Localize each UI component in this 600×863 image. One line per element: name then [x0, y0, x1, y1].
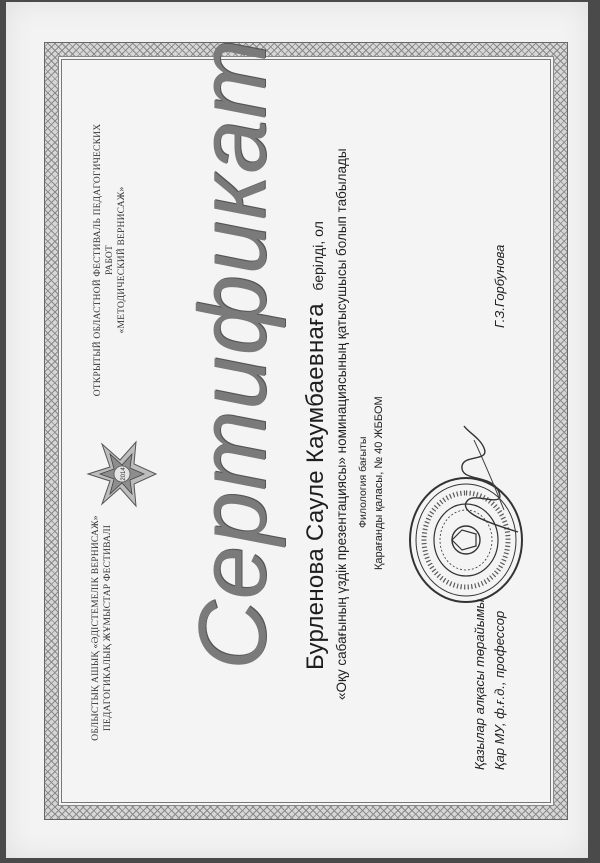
jury-title-line2: Қар МУ, ф.ғ.д., профессор — [492, 610, 507, 770]
school-line: Қарағанды қаласы, № 40 ЖББОМ — [373, 396, 385, 570]
direction-line: Филология бағыты — [357, 436, 369, 528]
organizer-ru-line2: «МЕТОДИЧЕСКИЙ ВЕРНИСАЖ» — [117, 186, 127, 334]
jury-title-line1: Қазылар алқасы төрайымы — [472, 599, 487, 770]
nomination-line: «Оқу сабағының үздік презентациясы» номинациясының қатысушысы болып табылады — [334, 148, 349, 700]
organizer-ru — [92, 110, 128, 410]
star-emblem-icon — [86, 428, 158, 520]
certificate-content — [66, 38, 534, 790]
organizer-kz-line2: ПЕДАГОГИКАЛЫҚ ЖҰМЫСТАР ФЕСТИВАЛІ — [103, 524, 113, 732]
certificate-title: Сертификат — [179, 38, 286, 670]
recipient-row — [302, 221, 330, 670]
emblem-year: 2014 — [121, 467, 127, 481]
handwritten-signature-icon — [438, 420, 528, 540]
organizer-kz-line1: ОБЛЫСТЫҚ АШЫҚ «ӘДІСТЕМЕЛІК ВЕРНИСАЖ» — [91, 515, 101, 741]
recipient-suffix: берілді, ол — [310, 221, 326, 291]
organizer-ru-line1: ОТКРЫТЫЙ ОБЛАСТНОЙ ФЕСТИВАЛЬ ПЕДАГОГИЧЕСКИХ РАБОТ — [93, 123, 115, 397]
jury-name: Г.З.Горбунова — [492, 244, 507, 328]
recipient-name: Бурленова Сауле Каумбаевнаға — [302, 303, 329, 670]
